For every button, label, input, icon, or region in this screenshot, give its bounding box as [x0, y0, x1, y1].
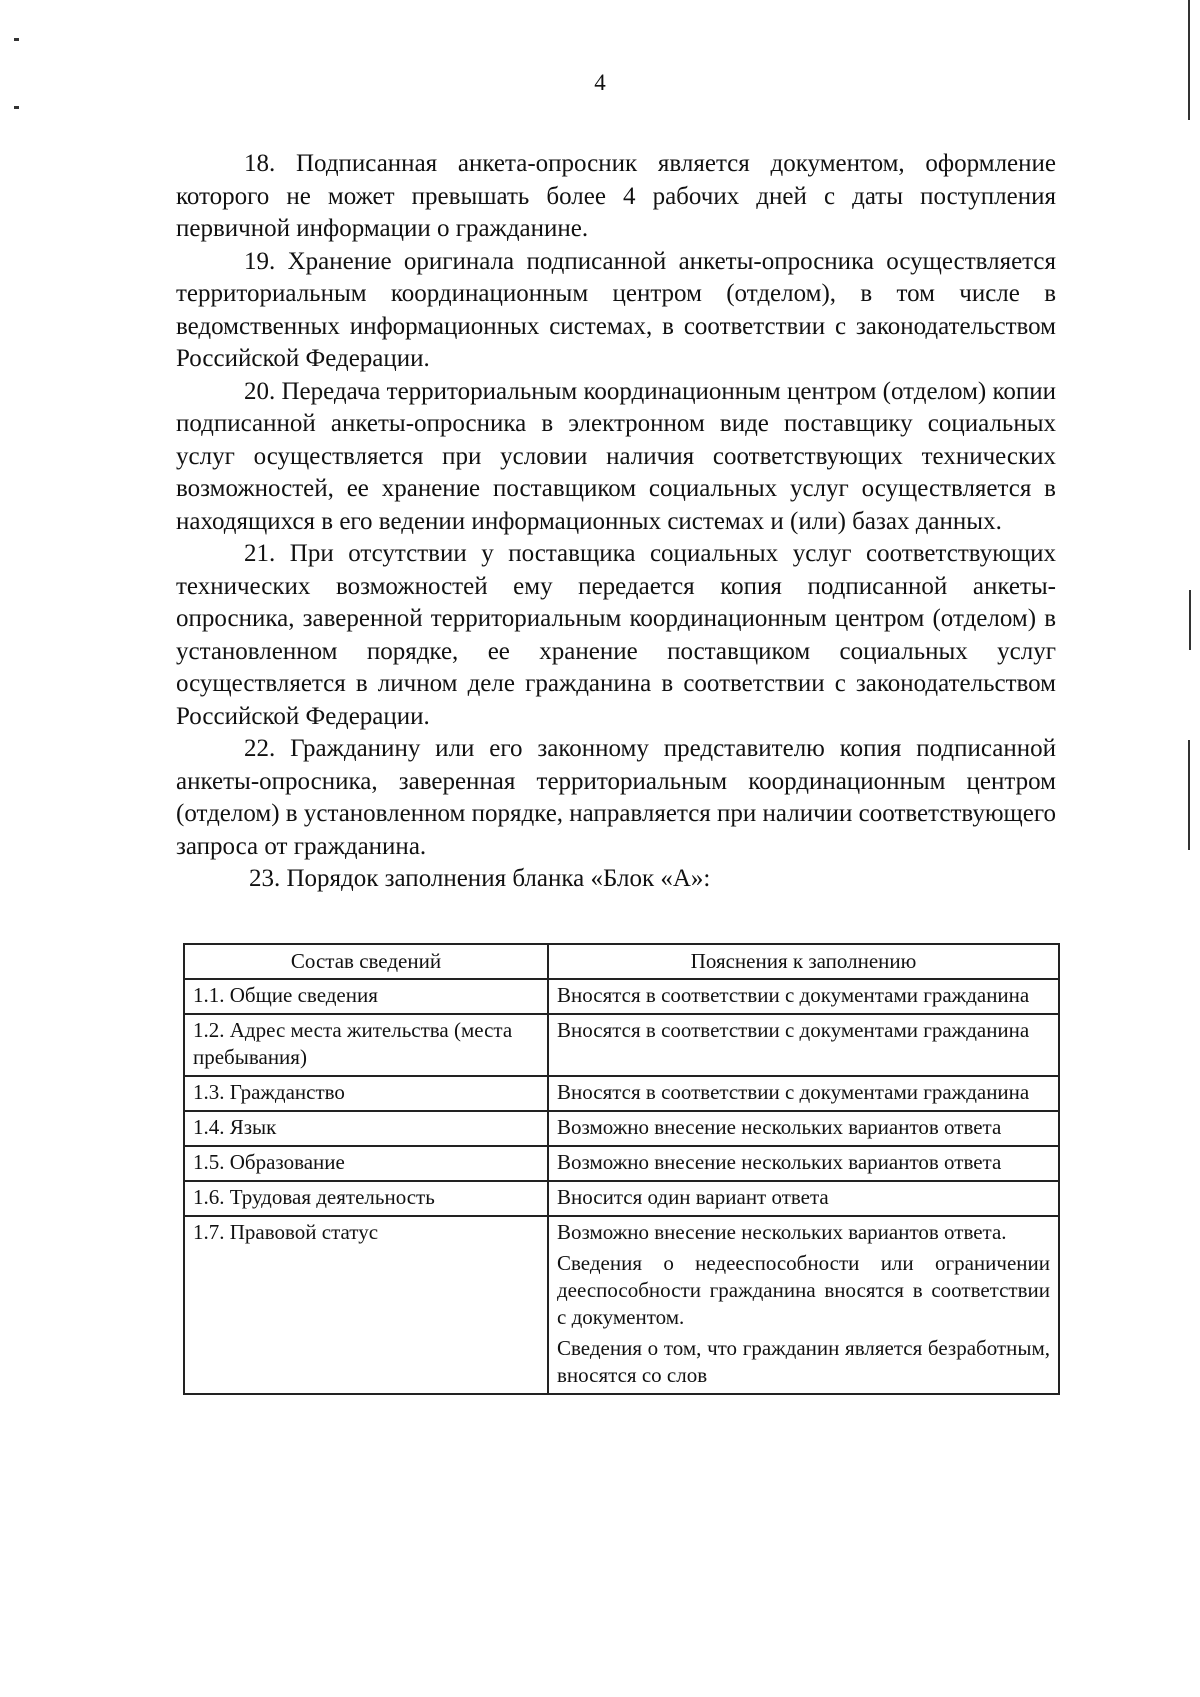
- row-note: Возможно внесение нескольких вариантов ответа: [557, 1150, 1002, 1174]
- table-row: [184, 1181, 1059, 1216]
- header-explanations: Пояснения к заполнению: [548, 944, 1059, 979]
- row-notes: [548, 979, 1059, 1014]
- row-item: 1.4. Язык: [184, 1111, 548, 1146]
- header-composition: Состав сведений: [184, 944, 548, 979]
- row-notes: [548, 1014, 1059, 1076]
- row-notes: [548, 1111, 1059, 1146]
- row-note: Возможно внесение нескольких вариантов ответа: [557, 1115, 1002, 1139]
- paragraph-22: 22. Гражданину или его законному представителю копия подписанной анкеты-опросника, заверенная территориальным координационным центром (отделом) в установленном порядке, направляется при наличии соответствующего запроса от гражданина.: [176, 735, 1056, 860]
- row-notes: [548, 1181, 1059, 1216]
- table-row: [184, 1146, 1059, 1181]
- row-note: Вносится один вариант ответа: [557, 1185, 829, 1209]
- scan-left-mark: [14, 38, 19, 41]
- block-a-table: [183, 943, 1060, 1395]
- row-notes: [548, 1146, 1059, 1181]
- paragraph-19: 19. Хранение оригинала подписанной анкеты-опросника осуществляется территориальным координационным центром (отделом), в том числе в ведомственных информационных системах, в соответствии с законодательством Российской Федерации.: [176, 247, 1056, 372]
- scan-left-mark: [14, 106, 19, 109]
- row-item: 1.6. Трудовая деятельность: [184, 1181, 548, 1216]
- page-number: 4: [594, 70, 606, 95]
- row-item: 1.3. Гражданство: [184, 1076, 548, 1111]
- row-item: 1.5. Образование: [184, 1146, 548, 1181]
- row-note: Возможно внесение нескольких вариантов ответа.: [557, 1220, 1007, 1244]
- body-text: [176, 148, 1056, 896]
- row-note: Сведения о том, что гражданин является безработным, вносятся со слов: [557, 1336, 1050, 1387]
- row-note: Сведения о недееспособности или ограничении дееспособности гражданина вносятся в соответствии с документом.: [557, 1251, 1050, 1329]
- table-header-row: [184, 944, 1059, 979]
- row-note: Вносятся в соответствии с документами гражданина: [557, 1080, 1030, 1104]
- paragraph-20: 20. Передача территориальным координационным центром (отделом) копии подписанной анкеты-опросника в электронном виде поставщику социальных услуг осуществляется при условии наличия соответствующих технических возможностей, ее хранение поставщиком социальных услуг осуществляется в находящихся в его ведении информационных системах и (или) базах данных.: [176, 377, 1056, 535]
- scan-edge-mark: [1188, 0, 1190, 120]
- table-row: [184, 1014, 1059, 1076]
- row-item: 1.1. Общие сведения: [184, 979, 548, 1014]
- row-item: 1.7. Правовой статус: [184, 1216, 548, 1394]
- scan-edge-mark: [1189, 590, 1191, 650]
- row-note: Вносятся в соответствии с документами гражданина: [557, 983, 1030, 1007]
- table-caption: 23. Порядок заполнения бланка «Блок «А»:: [249, 865, 711, 892]
- table-row: [184, 1216, 1059, 1394]
- row-notes: [548, 1076, 1059, 1111]
- row-item: 1.2. Адрес места жительства (места пребывания): [184, 1014, 548, 1076]
- row-notes: [548, 1216, 1059, 1394]
- table-row: [184, 979, 1059, 1014]
- table-row: [184, 1076, 1059, 1111]
- paragraph-21: 21. При отсутствии у поставщика социальных услуг соответствующих технических возможностей ему передается копия подписанной анкеты-опросника, заверенной территориальным координационным центром (отделом) в установленном порядке, ее хранение поставщиком социальных услуг осуществляется в личном деле гражданина в соответствии с законодательством Российской Федерации.: [176, 540, 1056, 730]
- row-note: Вносятся в соответствии с документами гражданина: [557, 1018, 1030, 1042]
- scan-edge-mark: [1188, 740, 1190, 850]
- table-row: [184, 1111, 1059, 1146]
- paragraph-18: 18. Подписанная анкета-опросник является документом, оформление которого не может превышать более 4 рабочих дней с даты поступления первичной информации о гражданине.: [176, 150, 1056, 242]
